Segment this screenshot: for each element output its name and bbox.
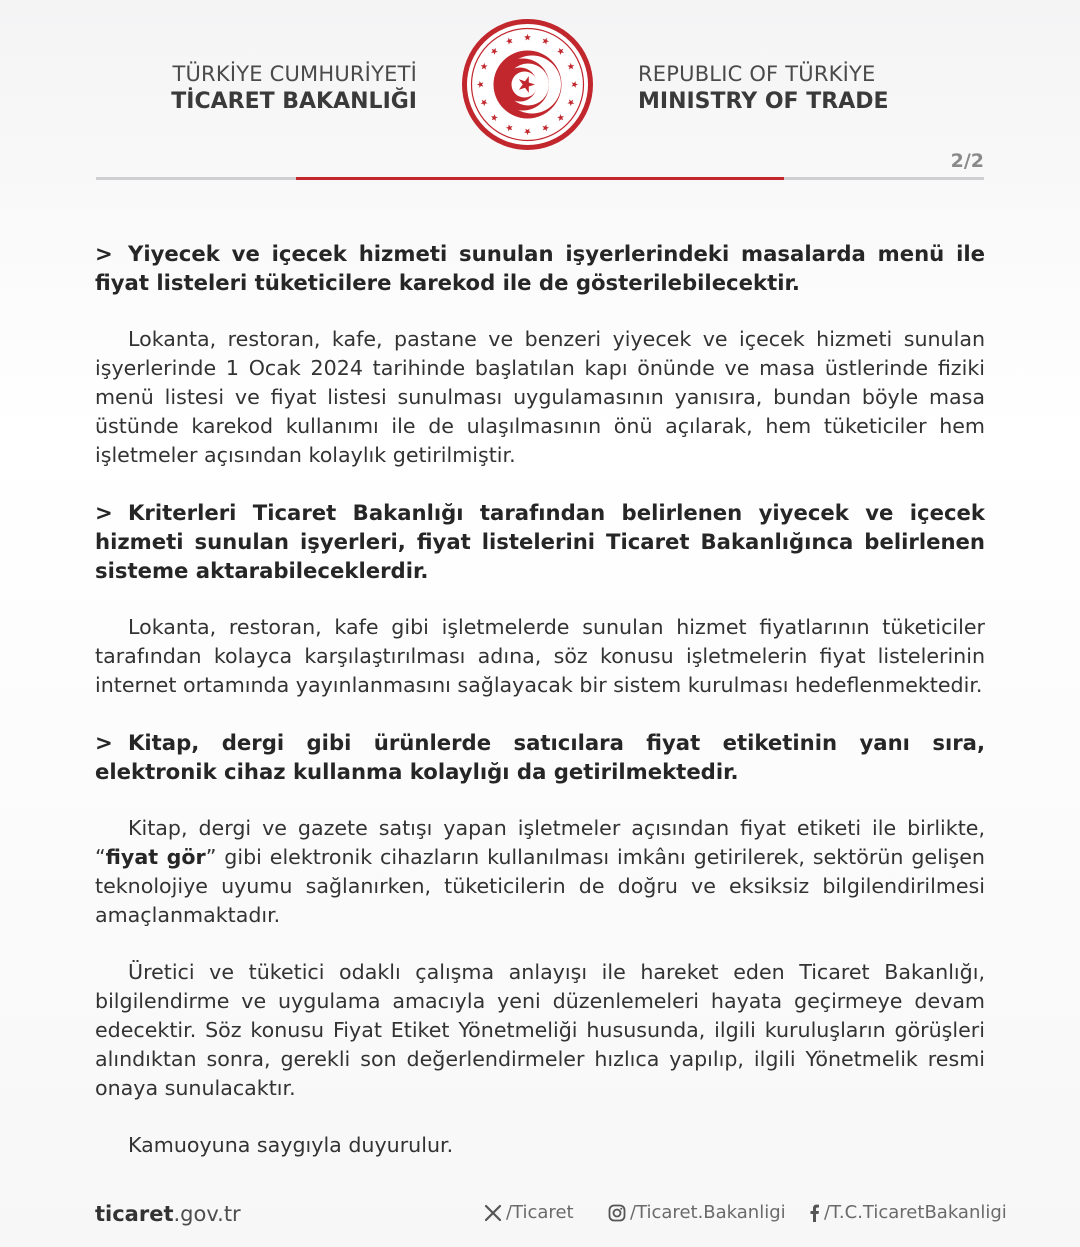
section-heading-text: Kitap, dergi gibi ürünlerde satıcılara fiyat etiketinin yanı sıra, elektronik cihaz kullanma kolaylığı da getirilmektedir. <box>95 730 985 784</box>
section-paragraph <box>95 814 985 930</box>
section-heading-text: Yiyecek ve içecek hizmeti sunulan işyerlerindeki masalarda menü ile fiyat listeleri tüketicilere karekod ile de gösterilebilecektir. <box>95 241 985 295</box>
republic-name-tr: TÜRKİYE CUMHURİYETİ <box>172 62 417 86</box>
chevron-right-icon: > <box>95 241 113 266</box>
x-logo-icon <box>484 1204 502 1222</box>
site-name-bold: ticaret <box>95 1202 174 1226</box>
header-divider-accent <box>296 177 784 180</box>
chevron-right-icon: > <box>95 730 113 755</box>
x-link[interactable] <box>484 1202 574 1223</box>
instagram-handle: /Ticaret.Bakanligi <box>630 1202 786 1223</box>
sign-off: Kamuoyuna saygıyla duyurulur. <box>128 1133 454 1157</box>
section-paragraph: Lokanta, restoran, kafe, pastane ve benzeri yiyecek ve içecek hizmeti sunulan işyerlerinde 1 Ocak 2024 tarihinde başlatılan kapı önünde ve masa üstlerinde fiziki menü listesi ve fiyat listesi sunulması uygulamasının yanısıra, bundan böyle masa üstünde karekod kullanımı ile de ulaşılmasının önü açılarak, hem tüketiciler hem işletmeler açısından kolaylık getirilmiştir. <box>95 327 985 467</box>
site-domain: .gov.tr <box>173 1202 241 1226</box>
closing-paragraph: Üretici ve tüketici odaklı çalışma anlayışı ile hareket eden Ticaret Bakanlığı, bilgilendirme ve uygulama amacıyla yeni düzenlemeleri hayata geçirmeye devam edecektir. Söz konusu Fiyat Etiket Yönetmeliği hususunda, ilgili kuruluşların görüşleri alındıktan sonra, gerekli son değerlendirmeler hızlıca yapılıp, ilgili Yönetmelik resmi onaya sunulacaktır. <box>95 960 985 1100</box>
footer <box>0 1198 1080 1232</box>
section-heading <box>95 239 985 297</box>
facebook-logo-icon <box>808 1204 820 1222</box>
page-number: 2/2 <box>950 150 984 172</box>
announcement-body <box>95 239 985 1188</box>
ministry-name-tr: TİCARET BAKANLIĞI <box>171 89 417 114</box>
republic-name-en: REPUBLIC OF TÜRKİYE <box>638 62 876 86</box>
x-handle: /Ticaret <box>506 1202 574 1223</box>
ministry-emblem-icon <box>461 18 594 151</box>
section-heading-text: Kriterleri Ticaret Bakanlığı tarafından belirlenen yiyecek ve içecek hizmeti sunulan işyerleri, fiyat listelerini Ticaret Bakanlığınca belirlenen sisteme aktarabileceklerdir. <box>95 500 985 583</box>
chevron-right-icon: > <box>95 500 113 525</box>
section-paragraph: Lokanta, restoran, kafe gibi işletmelerde sunulan hizmet fiyatlarının tüketiciler tarafından kolayca karşılaştırılması adına, söz konusu işletmelerin fiyat listelerinin internet ortamında yayınlanmasını sağlayacak bir sistem kurulması hedeflenmektedir. <box>95 615 985 697</box>
paragraph-text: ” gibi elektronik cihazların kullanılması imkânı getirilerek, sektörün gelişen teknolojiye uyumu sağlanırken, tüketicilerin de doğru ve eksiksiz bilgilendirilmesi amaçlanmaktadır. <box>95 845 985 927</box>
letterhead-turkish <box>171 60 417 116</box>
section-heading <box>95 728 985 786</box>
section-heading <box>95 498 985 585</box>
emphasis-text: fiyat gör <box>105 845 206 869</box>
paragraph-text: Kitap, dergi ve gazete satışı yapan işletmeler açısından fiyat etiketi ile birlikte, “ <box>95 816 985 869</box>
instagram-logo-icon <box>608 1204 626 1222</box>
website-link[interactable] <box>95 1202 241 1226</box>
instagram-link[interactable] <box>608 1202 786 1223</box>
facebook-handle: /T.C.TicaretBakanligi <box>824 1202 1007 1223</box>
ministry-name-en: MINISTRY OF TRADE <box>638 89 889 114</box>
letterhead <box>0 0 1080 190</box>
facebook-link[interactable] <box>808 1202 1007 1223</box>
letterhead-english <box>638 60 889 116</box>
